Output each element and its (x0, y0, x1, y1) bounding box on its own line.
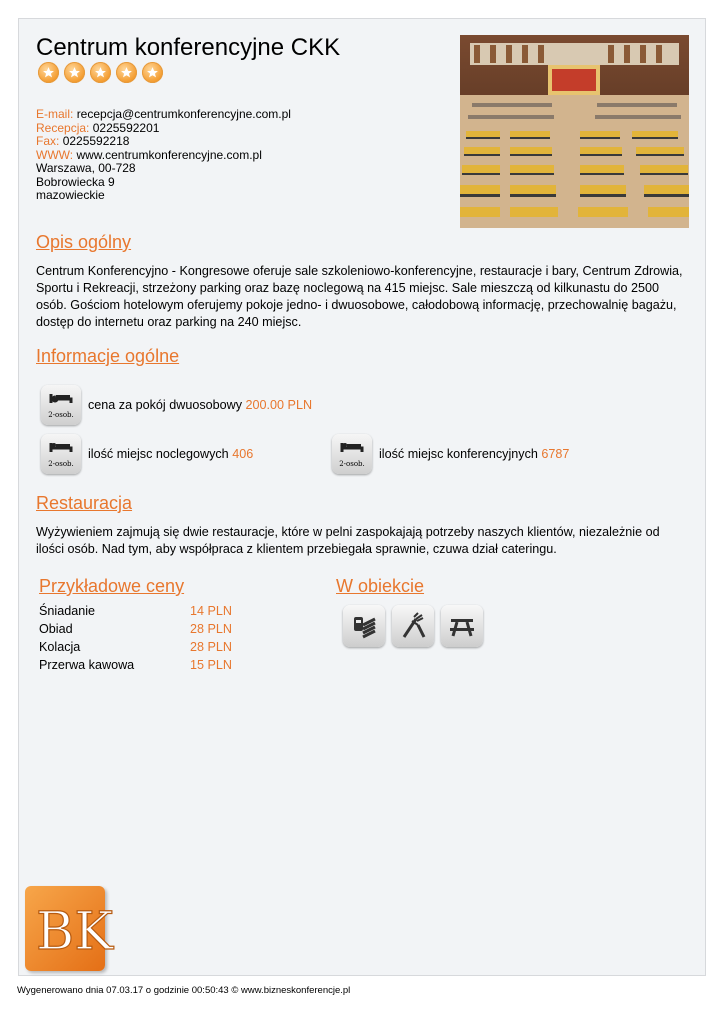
star-icon (90, 62, 111, 83)
coffee-break-icon (343, 605, 385, 647)
generated-footer: Wygenerowano dnia 07.03.17 o godzinie 00:50:43 © www.bizneskonferencje.pl (17, 985, 351, 996)
double-bed-icon: 2-osob. (41, 434, 81, 474)
star-icon (38, 62, 59, 83)
contact-block (36, 108, 291, 203)
conference-seats-label: ilość miejsc konferencyjnych (379, 447, 538, 461)
svg-text:BK: BK (36, 901, 114, 962)
beds-value: 406 (232, 447, 254, 461)
address-region: mazowieckie (36, 188, 105, 202)
table-row: Śniadanie 14 PLN (39, 604, 233, 618)
email-line: E-mail: recepcja@centrumkonferencyjne.com.pl (36, 107, 291, 121)
double-bed-icon: 2-osob. (332, 434, 372, 474)
venue-title: Centrum konferencyjne CKK (36, 34, 341, 61)
general-info-heading: Informacje ogólne (36, 346, 180, 366)
conference-seats-value: 6787 (541, 447, 570, 461)
double-bed-icon: 2-osob. (41, 385, 81, 425)
double-room-label: cena za pokój dwuosobowy (88, 398, 243, 412)
table-row: Obiad 28 PLN (39, 622, 233, 636)
picnic-table-icon (441, 605, 483, 647)
fax-line: Fax: 0225592218 (36, 134, 130, 148)
reception-phone: 0225592201 (92, 120, 160, 135)
reception-line: Recepcja: 0225592201 (36, 120, 160, 135)
beds-label: ilość miejsc noclegowych (88, 447, 229, 461)
table-row: Kolacja 28 PLN (39, 640, 233, 654)
facilities-heading: W obiekcie (336, 576, 425, 596)
description-heading: Opis ogólny (36, 232, 132, 252)
double-room-value: 200.00 PLN (245, 398, 313, 412)
venue-photo (460, 35, 689, 228)
address-street: Bobrowiecka 9 (36, 174, 115, 189)
double-room-price-row (41, 385, 312, 425)
restaurant-heading: Restauracja (36, 493, 133, 513)
rating-stars (38, 62, 163, 83)
prices-table (39, 602, 232, 674)
site-logo (25, 886, 114, 971)
star-icon (116, 62, 137, 83)
beds-row (41, 434, 253, 474)
star-icon (142, 62, 163, 83)
website-link[interactable]: www.centrumkonferencyjne.com.pl (76, 147, 262, 162)
conference-seats-row (332, 434, 569, 474)
table-row: Przerwa kawowa 15 PLN (39, 658, 233, 672)
restaurant-cutlery-icon (392, 605, 434, 647)
facilities-icons (343, 605, 483, 647)
fax-number: 0225592218 (62, 134, 130, 148)
address-city: Warszawa, 00-728 (36, 161, 136, 175)
www-line: WWW: www.centrumkonferencyjne.com.pl (36, 147, 262, 162)
star-icon (64, 62, 85, 83)
prices-heading: Przykładowe ceny (39, 576, 185, 596)
email-link[interactable]: recepcja@centrumkonferencyjne.com.pl (76, 107, 291, 121)
description-text: Centrum Konferencyjno - Kongresowe oferuje sale szkoleniowo-konferencyjne, restauracje i bary, Centrum Zdrowia, Sportu i Rekreacji, strzeżony parking oraz bazę noclegową na 415 miejsc. Sale mieszczą od kilkunastu do 2500 osób. Gościom hotelowym oferujemy pokoje jedno- i dwuosobowe, całodobową informację, przechowalnię bagażu, dostęp do internetu oraz parking na 240 miejsc. (36, 264, 683, 329)
restaurant-text: Wyżywieniem zajmują się dwie restauracje, które w pelni zaspokajają potrzeby naszych klientów, niezależnie od ilości osób. Nad tym, aby współpraca z klientem przebiegała sprawnie, czuwa dział cateringu. (36, 525, 660, 556)
